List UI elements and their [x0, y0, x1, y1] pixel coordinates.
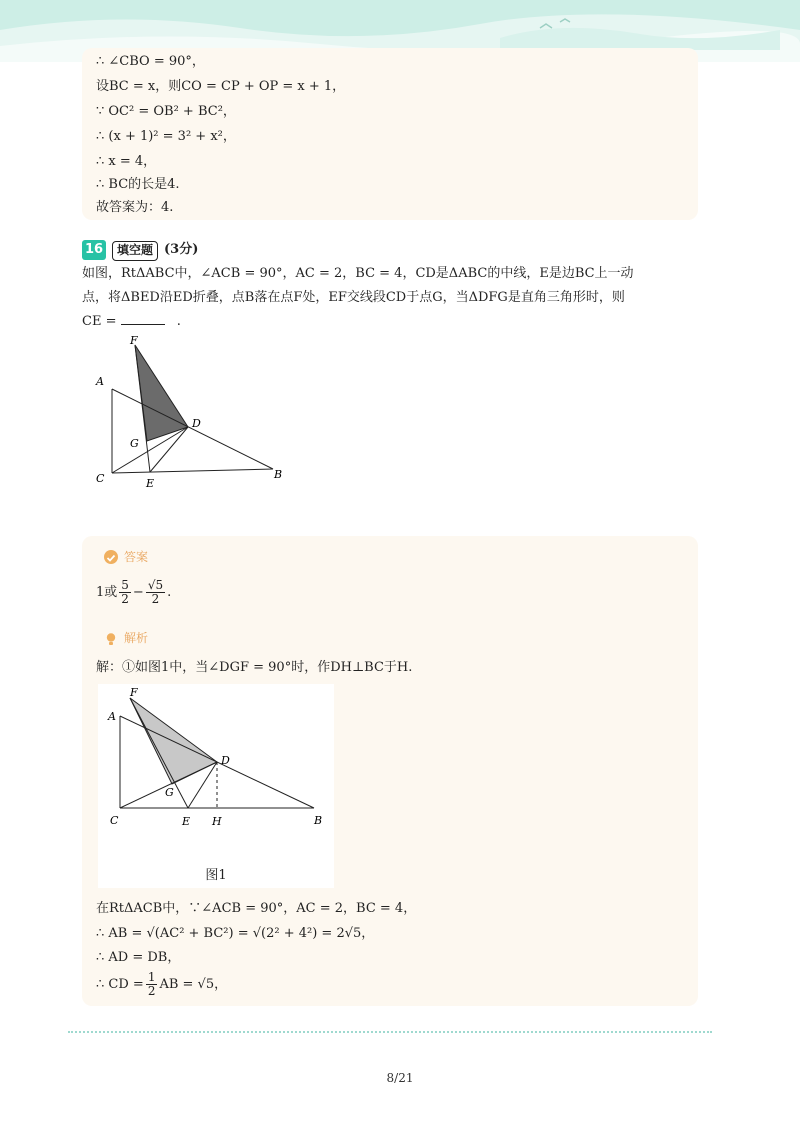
label-h: H — [212, 815, 222, 828]
cd-suffix: AB = √5， — [159, 977, 228, 992]
prev-solution-line: ∴ (x + 1)² = 3² + x²， — [96, 129, 236, 144]
answer-value — [96, 578, 171, 608]
answer-title: 答案 — [124, 550, 149, 564]
footer-divider — [68, 1031, 712, 1033]
label-g: G — [130, 437, 139, 450]
answer-prefix: 1或 — [96, 585, 118, 600]
analysis-line-cd — [96, 970, 227, 1000]
blank-period: . — [176, 314, 181, 329]
label-d: D — [192, 417, 201, 430]
answer-fraction-1 — [119, 579, 131, 606]
label-e: E — [146, 477, 155, 490]
answer-fraction-1-num: 5 — [121, 578, 129, 592]
question-figure — [90, 335, 300, 495]
label-a: A — [108, 710, 116, 723]
analysis-line: ∴ AD = DB， — [96, 950, 181, 965]
analysis-intro: 解：①如图1中，当∠DGF = 90°时，作DH⊥BC于H. — [96, 660, 413, 675]
prev-solution-line: ∵ OC² = OB² + BC²， — [96, 104, 236, 119]
question-score: (3分) — [164, 242, 199, 257]
analysis-title: 解析 — [124, 631, 149, 645]
answer-fraction-1-den: 2 — [121, 592, 129, 606]
answer-fraction-2-den: 2 — [151, 592, 160, 606]
segment-cb — [112, 469, 273, 473]
question-text-line: 如图，RtΔABC中，∠ACB = 90°，AC = 2，BC = 4，CD是ΔABC的中线，E是边BC上一动 — [82, 266, 634, 281]
answer-fraction-2-num: √5 — [147, 578, 164, 592]
prev-solution-line: 故答案为：4. — [96, 200, 174, 215]
figure-caption: 图1 — [205, 868, 227, 883]
answer-blank — [121, 312, 165, 325]
question-text-line: 点，将ΔBED沿ED折叠，点B落在点F处，EF交线段CD于点G，当ΔDFG是直角三角形时，则 — [82, 290, 625, 305]
label-f: F — [130, 335, 138, 347]
prev-solution-line: 设BC = x，则CO = CP + OP = x + 1， — [96, 79, 346, 94]
label-g: G — [165, 786, 174, 799]
shaded-triangle-dfg — [135, 345, 188, 441]
analysis-line: ∴ AB = √(AC² + BC²) = √(2² + 4²) = 2√5， — [96, 926, 375, 941]
analysis-figure-box — [98, 684, 334, 888]
label-d: D — [221, 754, 230, 767]
answer-check-icon — [104, 550, 118, 564]
label-b: B — [314, 814, 323, 827]
label-e: E — [182, 815, 191, 828]
cd-fraction-den: 2 — [147, 984, 156, 998]
label-c: C — [96, 472, 105, 485]
prev-solution-line: ∴ x = 4， — [96, 154, 157, 169]
label-b: B — [274, 468, 283, 481]
blank-label: CE = — [82, 314, 117, 329]
analysis-figure — [98, 684, 334, 844]
answer-fraction-2 — [146, 579, 165, 606]
cd-fraction — [146, 971, 158, 998]
label-f: F — [130, 686, 138, 699]
analysis-bulb-icon — [104, 631, 118, 645]
analysis-line: 在RtΔACB中，∵∠ACB = 90°，AC = 2，BC = 4， — [96, 901, 417, 916]
answer-minus: − — [132, 585, 144, 600]
question-answer-blank-line — [82, 312, 181, 332]
prev-solution-line: ∴ BC的长是4. — [96, 177, 180, 192]
question-number-badge: 16 — [82, 240, 106, 260]
cd-prefix: ∴ CD = — [96, 977, 144, 992]
cd-fraction-num: 1 — [147, 970, 156, 984]
question-type-tag: 填空题 — [112, 241, 158, 261]
page-number: 8/21 — [386, 1071, 414, 1085]
label-c: C — [110, 814, 119, 827]
prev-solution-line: ∴ ∠CBO = 90°， — [96, 54, 205, 69]
answer-suffix: . — [167, 585, 172, 600]
label-a: A — [96, 375, 104, 388]
